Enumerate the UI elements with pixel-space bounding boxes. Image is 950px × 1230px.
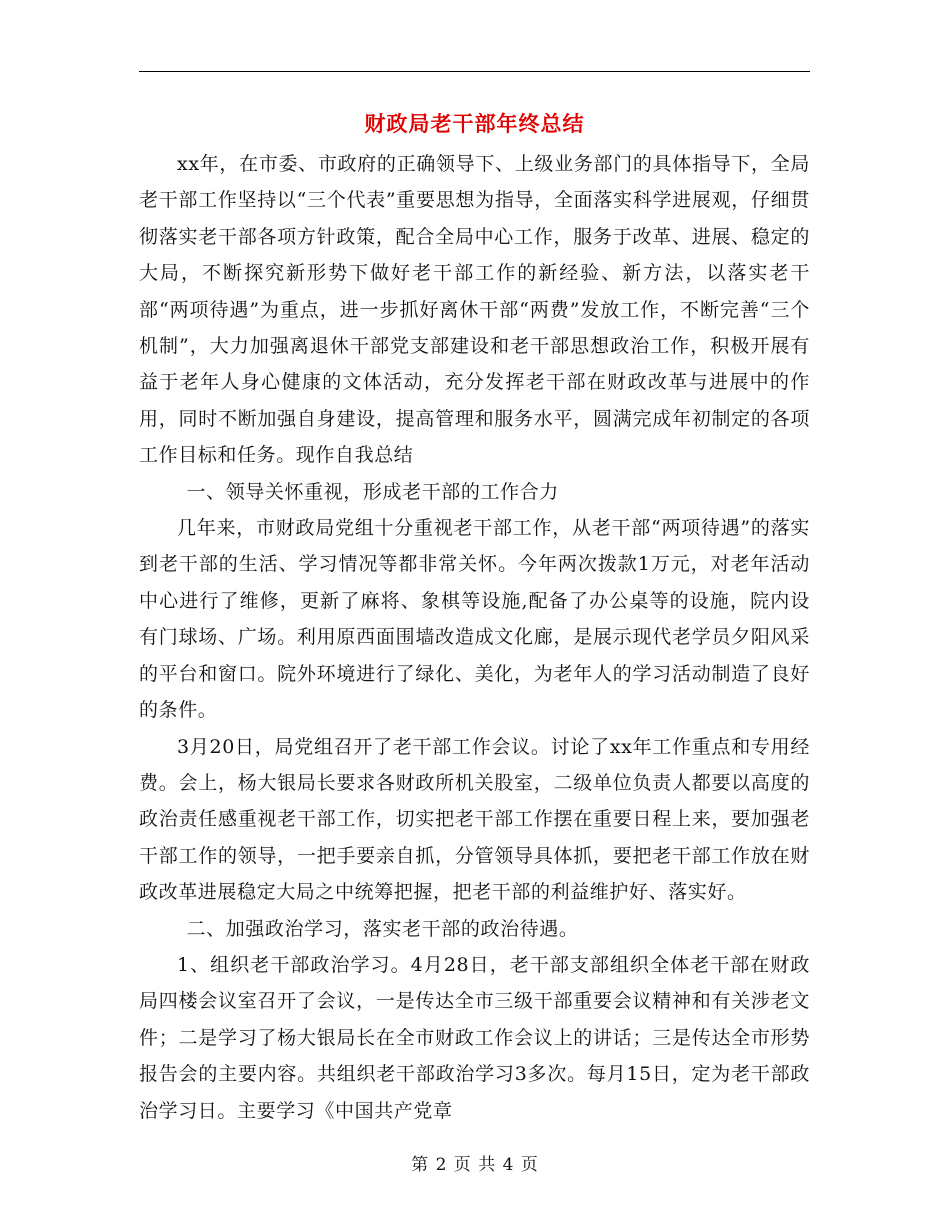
section-heading-1: 一、领导关怀重视，形成老干部的工作合力 — [186, 480, 559, 503]
section-heading-2: 二、加强政治学习，落实老干部的政治待遇。 — [186, 917, 579, 940]
document-body — [139, 146, 810, 1129]
paragraph-meeting: 3月20日，局党组召开了老干部工作会议。讨论了xx年工作重点和专用经费。会上，杨大银局长要求各财政所机关股室，二级单位负责人都要以高度的政治责任感重视老干部工作，切实把老干部工作摆在重要日程上来，要加强老干部工作的领导，一把手要亲自抓，分管领导具体抓，要把老干部工作放在财政改革进展稳定大局之中统筹把握，把老干部的利益维护好、落实好。 — [139, 735, 810, 904]
paragraph-intro: xx年，在市委、市政府的正确领导下、上级业务部门的具体指导下，全局老干部工作坚持以“三个代表”重要思想为指导，全面落实科学进展观，仔细贯彻落实老干部各项方针政策，配合全局中心工作，服务于改革、进展、稳定的大局，不断探究新形势下做好老干部工作的新经验、新方法，以落实老干部“两项待遇”为重点，进一步抓好离休干部“两费”发放工作，不断完善“三个机制”，大力加强离退休干部党支部建设和老干部思想政治工作，积极开展有益于老年人身心健康的文体活动，充分发挥老干部在财政改革与进展中的作用，同时不断加强自身建设，提高管理和服务水平，圆满完成年初制定的各项工作目标和任务。现作自我总结 — [139, 153, 810, 467]
paragraph-study: 1、组织老干部政治学习。4月28日，老干部支部组织全体老干部在财政局四楼会议室召开了会议，一是传达全市三级干部重要会议精神和有关涉老文件；二是学习了杨大银局长在全市财政工作会议上的讲话；三是传达全市形势报告会的主要内容。共组织老干部政治学习3多次。每月15日，定为老干部政治学习日。主要学习《中国共产党章 — [139, 953, 810, 1122]
document-title: 财政局老干部年终总结 — [364, 111, 585, 136]
page-number-footer: 第 2 页 共 4 页 — [411, 1155, 539, 1175]
paragraph-leadership: 几年来，市财政局党组十分重视老干部工作，从老干部“两项待遇”的落实到老干部的生活、学习情况等都非常关怀。今年两次拨款1万元，对老年活动中心进行了维修，更新了麻将、象棋等设施,配备了办公桌等的设施，院内设有门球场、广场。利用原西面围墙改造成文化廊，是展示现代老学员夕阳风采的平台和窗口。院外环境进行了绿化、美化，为老年人的学习活动制造了良好的条件。 — [139, 517, 810, 722]
header-rule — [139, 71, 810, 72]
